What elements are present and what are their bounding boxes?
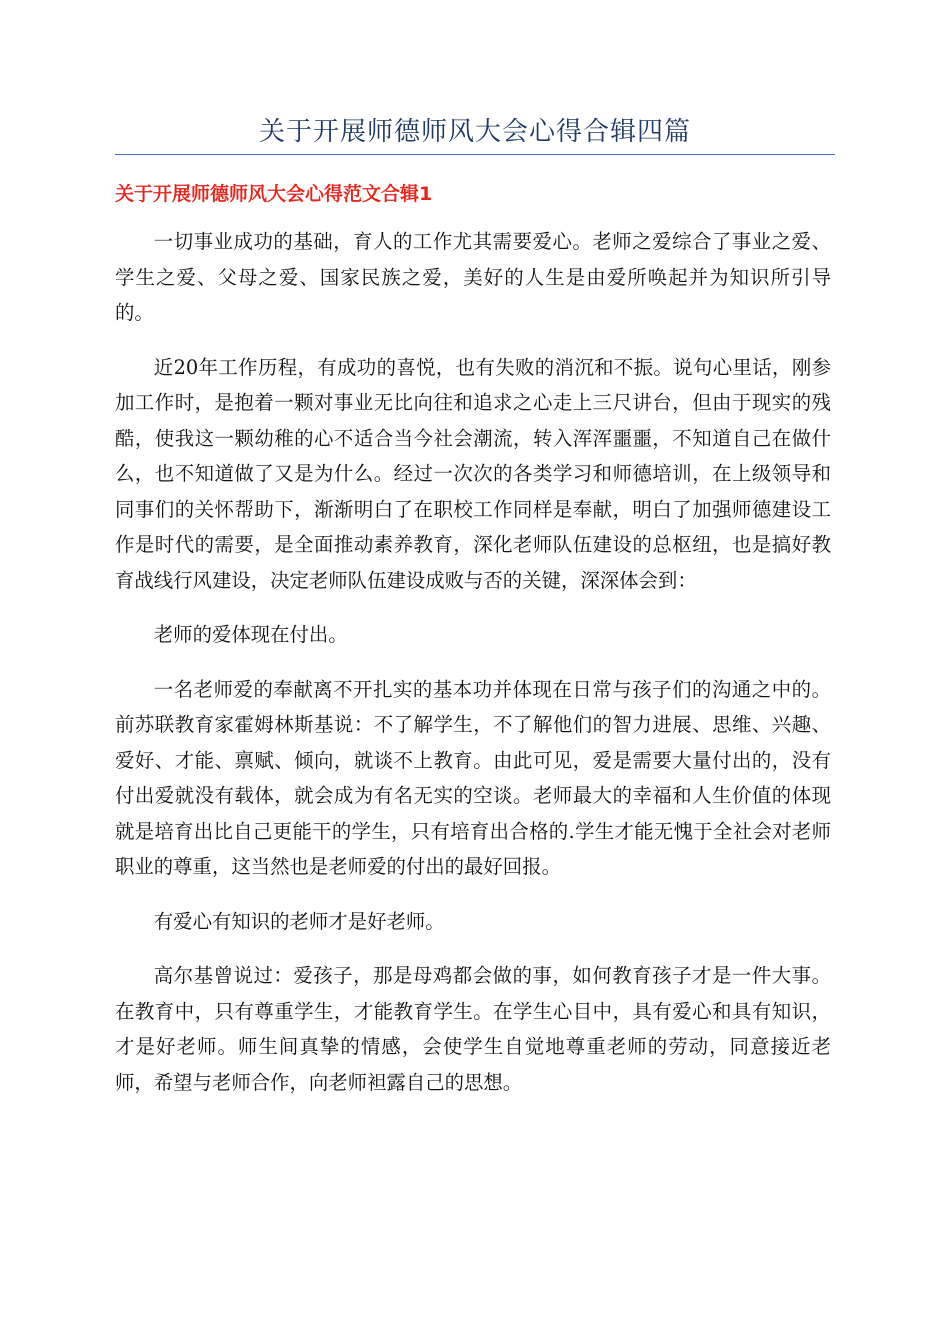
paragraph: 高尔基曾说过：爱孩子，那是母鸡都会做的事，如何教育孩子才是一件大事。在教育中，只有尊重学生，才能教育学生。在学生心目中，具有爱心和具有知识，才是好老师。师生间真挚的情感，会使学生自觉地尊重老师的劳动，同意接近老师，希望与老师合作，向老师袒露自己的思想。 (115, 964, 831, 1094)
paragraph: 老师的爱体现在付出。 (153, 623, 348, 646)
paragraph: 有爱心有知识的老师才是好老师。 (153, 909, 445, 933)
section-heading: 关于开展师德师风大会心得范文合辑1 (115, 183, 433, 205)
document-body (115, 224, 831, 1119)
document-title: 关于开展师德师风大会心得合辑四篇 (258, 117, 691, 147)
paragraph: 一名老师爱的奉献离不开扎实的基本功并体现在日常与孩子们的沟通之中的。前苏联教育家霍姆林斯基说：不了解学生，不了解他们的智力进展、思维、兴趣、爱好、才能、禀赋、倾向，就谈不上教育。由此可见，爱是需要大量付出的，没有付出爱就没有载体，就会成为有名无实的空谈。老师最大的幸福和人生价值的体现就是培育出比自己更能干的学生，只有培育出合格的.学生才能无愧于全社会对老师职业的尊重，这当然也是老师爱的付出的最好回报。 (115, 677, 831, 878)
paragraph: 一切事业成功的基础，育人的工作尤其需要爱心。老师之爱综合了事业之爱、学生之爱、父母之爱、国家民族之爱，美好的人生是由爱所唤起并为知识所引导的。 (115, 230, 831, 324)
title-underline (115, 154, 835, 155)
paragraph: 近20年工作历程，有成功的喜悦，也有失败的消沉和不振。说句心里话，刚参加工作时，是抱着一颗对事业无比向往和追求之心走上三尺讲台，但由于现实的残酷，使我这一颗幼稚的心不适合当今社会潮流，转入浑浑噩噩，不知道自己在做什么，也不知道做了又是为什么。经过一次次的各类学习和师德培训，在上级领导和同事们的关怀帮助下，渐渐明白了在职校工作同样是奉献，明白了加强师德建设工作是时代的需要，是全面推动素养教育，深化老师队伍建设的总枢纽，也是搞好教育战线行风建设，决定老师队伍建设成败与否的关键，深深体会到： (115, 355, 831, 592)
